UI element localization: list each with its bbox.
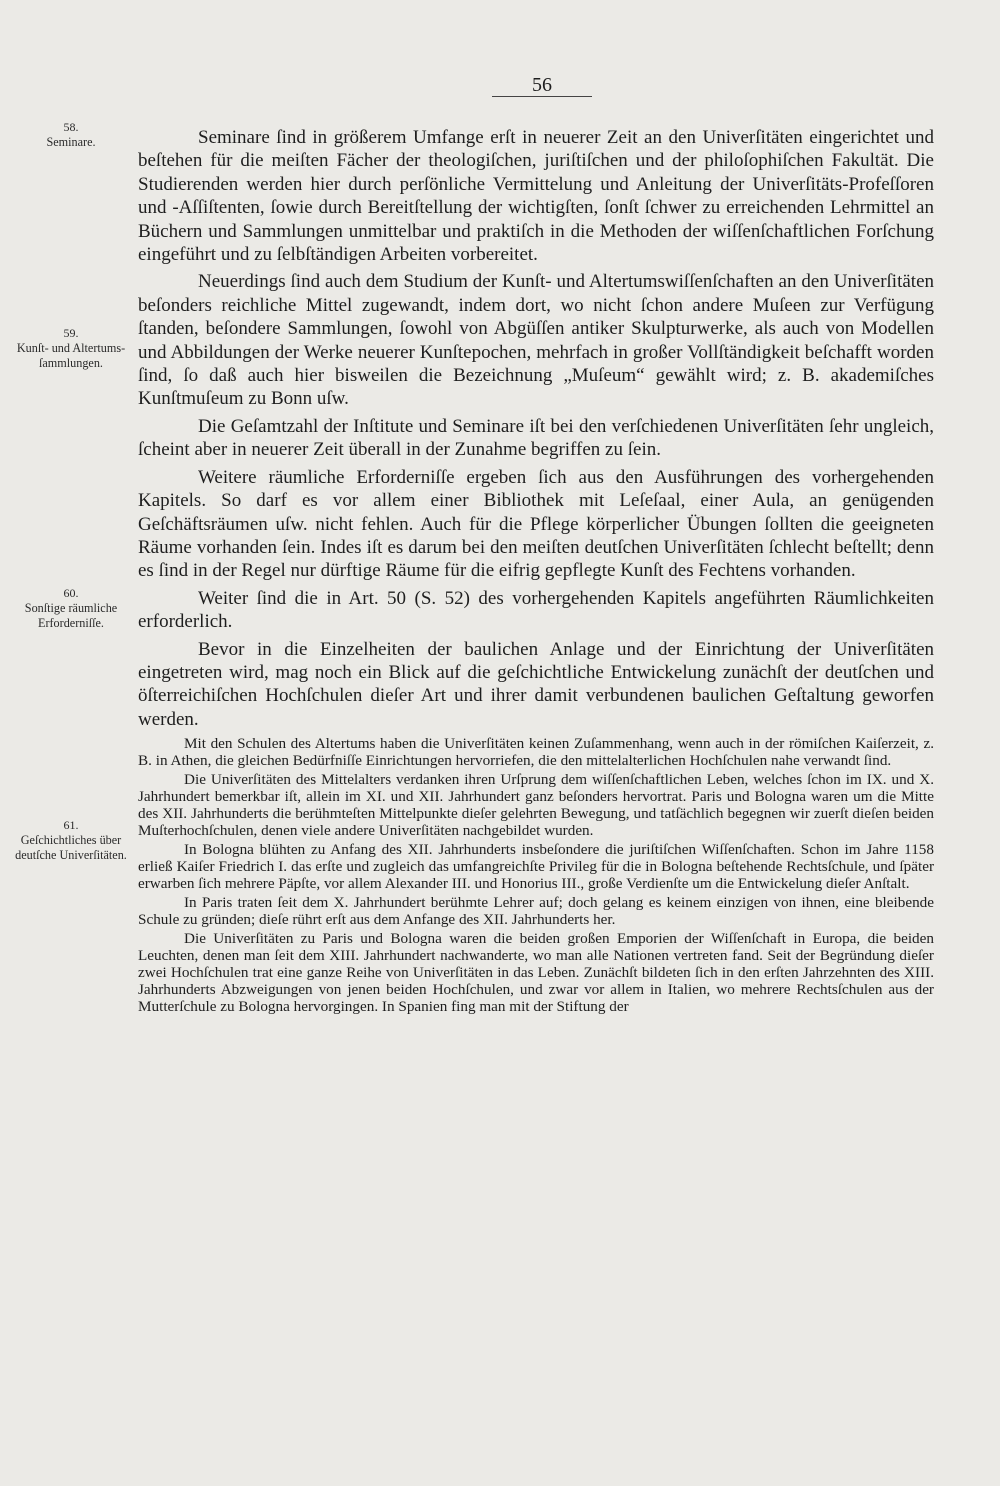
paragraph-gesamtzahl: Die Geſamtzahl der Inſtitute und Seminare iſt bei den verſchiedenen Univerſitäten ſehr ungleich, ſcheint aber in neuerer Zeit überall in der Zunahme begriffen zu ſein. bbox=[138, 415, 934, 461]
main-text bbox=[138, 126, 934, 1015]
margin-note-number: 58. bbox=[63, 120, 79, 134]
margin-note-number: 60. bbox=[63, 586, 79, 600]
margin-note-61 bbox=[14, 818, 128, 863]
margin-note-label: Geſchichtliches über deutſche Univerſitäten. bbox=[15, 833, 127, 862]
paragraph-erfordernisse: Weitere räumliche Erforderniſſe ergeben ſich aus den Ausführungen des vorhergehenden Kapitels. So darf es vor allem einer Bibliothek mit Leſeſaal, einer Aula, an genügenden Geſchäftsräumen uſw. nicht fehlen. Auch für die Pflege körperlicher Übungen ſollten die geeigneten Räume vorhanden ſein. Indes iſt es darum bei den meiſten deutſchen Univerſitäten ſchlecht beſtellt; denn es ſind in der Regel nur dürftige Räume für die eifrig gepflegte Kunſt des Fechtens vorhanden. bbox=[138, 466, 934, 582]
margin-note-59 bbox=[14, 326, 128, 371]
paragraph-kunstsammlungen: Neuerdings ſind auch dem Studium der Kunſt- und Altertumswiſſenſchaften an den Univerſitäten beſonders reichliche Mittel zugewandt, indem dort, wo nicht ſchon andere Muſeen zur Verfügung ſtanden, beſondere Sammlungen, ſowohl von Abgüſſen antiker Skulpturwerke, als auch von Modellen und Abbildungen der Werke neuerer Kunſtepochen, mehrfach in großer Vollſtändigkeit beſchafft worden ſind, ſo daß auch hier bisweilen die Bezeichnung „Muſeum“ gewählt wird; z. B. akademiſches Kunſtmuſeum zu Bonn uſw. bbox=[138, 271, 934, 410]
margin-note-label: Sonſtige räumliche Erforderniſſe. bbox=[24, 601, 118, 630]
small-paragraph-emporien: Die Univerſitäten zu Paris und Bologna waren die beiden großen Emporien der Wiſſenſchaft in Europa, die beiden Leuchten, denen man ſeit dem XIII. Jahrhundert nachwanderte, wo man alle Nationen vertreten fand. Seit der Begründung dieſer zwei Hochſchulen trat eine ganze Reihe von Univerſitäten in das Leben. Zunächſt bildeten ſich in den erſten Jahrzehnten des XIII. Jahrhunderts Abzweigungen von jenen beiden Hochſchulen, und zwar vor allem in Italien, wo mehrere Rechtsſchulen aus der Mutterſchule zu Bologna hervorgingen. In Spanien fing man mit der Stiftung der bbox=[138, 930, 934, 1016]
paragraph-seminare: Seminare ſind in größerem Umfange erſt in neuerer Zeit an den Univerſitäten eingerichtet und beſtehen für die meiſten Fächer der theologiſchen, juriſtiſchen und der philoſophiſchen Fakultät. Die Studierenden werden hier durch perſönliche Vermittelung und Anleitung der Univerſitäts-Profeſſoren und -Aſſiſtenten, ſowie durch Bereitſtellung der wichtigſten, ſonſt ſchwer zu erreichenden Lehrmittel an Büchern und Sammlungen unmittelbar und praktiſch in die Methoden der wiſſenſchaftlichen Forſchung eingeführt und zu ſelbſtändigen Arbeiten vorbereitet. bbox=[138, 127, 934, 266]
small-paragraph-paris: In Paris traten ſeit dem X. Jahrhundert berühmte Lehrer auf; doch gelang es keinem einzigen von ihnen, eine bleibende Schule zu gründen; dieſe rührt erſt aus dem Anfange des XII. Jahrhunderts her. bbox=[138, 894, 934, 929]
margin-note-60 bbox=[14, 586, 128, 631]
paragraph-raeumlichkeiten: Weiter ſind die in Art. 50 (S. 52) des vorhergehenden Kapitels angeführten Räumlichkeiten erforderlich. bbox=[138, 587, 934, 633]
margin-note-label: Seminare. bbox=[46, 135, 96, 149]
margin-note-number: 59. bbox=[63, 326, 79, 340]
paragraph-geschichte-intro: Bevor in die Einzelheiten der baulichen Anlage und der Einrichtung der Univerſitäten eingetreten wird, mag noch ein Blick auf die geſchichtliche Entwickelung zunächſt der deutſchen und öſterreichiſchen Hochſchulen dieſer Art und ihrer damit verbundenen baulichen Geſtaltung geworfen werden. bbox=[138, 638, 934, 730]
margin-note-58 bbox=[14, 120, 128, 150]
small-paragraph-altertum: Mit den Schulen des Altertums haben die Univerſitäten keinen Zuſammenhang, wenn auch in der römiſchen Kaiſerzeit, z. B. in Athen, die gleichen Bedürfniſſe Einrichtungen hervorriefen, die den mittelalterlichen Hochſchulen nahe verwandt ſind. bbox=[138, 735, 934, 770]
small-paragraph-bologna: In Bologna blühten zu Anfang des XII. Jahrhunderts insbeſondere die juriſtiſchen Wiſſenſchaften. Schon im Jahre 1158 erließ Kaiſer Friedrich I. das erſte und zugleich das umfangreichſte Privileg für die in Bologna beſtehende Rechtsſchule, und ſpäter erwarben ſich mehrere Päpſte, vor allem Alexander III. und Honorius III., große Verdienſte um die Entwickelung dieſer Anſtalt. bbox=[138, 841, 934, 893]
small-paragraph-mittelalter: Die Univerſitäten des Mittelalters verdanken ihren Urſprung dem wiſſenſchaftlichen Leben, welches ſchon im IX. und X. Jahrhundert bemerkbar iſt, allein im XI. und XII. Jahrhundert ganz beſonders hervortrat. Paris und Bologna waren um die Mitte des XII. Jahrhunderts die berühmteſten Mittelpunkte dieſer gelehrten Bewegung, und tatſächlich begegnen wir zuerſt dieſen beiden Muſterhochſchulen, denen viele andere Univerſitäten nachgebildet wurden. bbox=[138, 771, 934, 840]
page-number: 56 bbox=[532, 74, 552, 96]
page-number-rule bbox=[492, 96, 592, 97]
margin-note-label: Kunſt- und Altertums-ſammlungen. bbox=[16, 341, 126, 370]
margin-note-number: 61. bbox=[63, 818, 79, 832]
